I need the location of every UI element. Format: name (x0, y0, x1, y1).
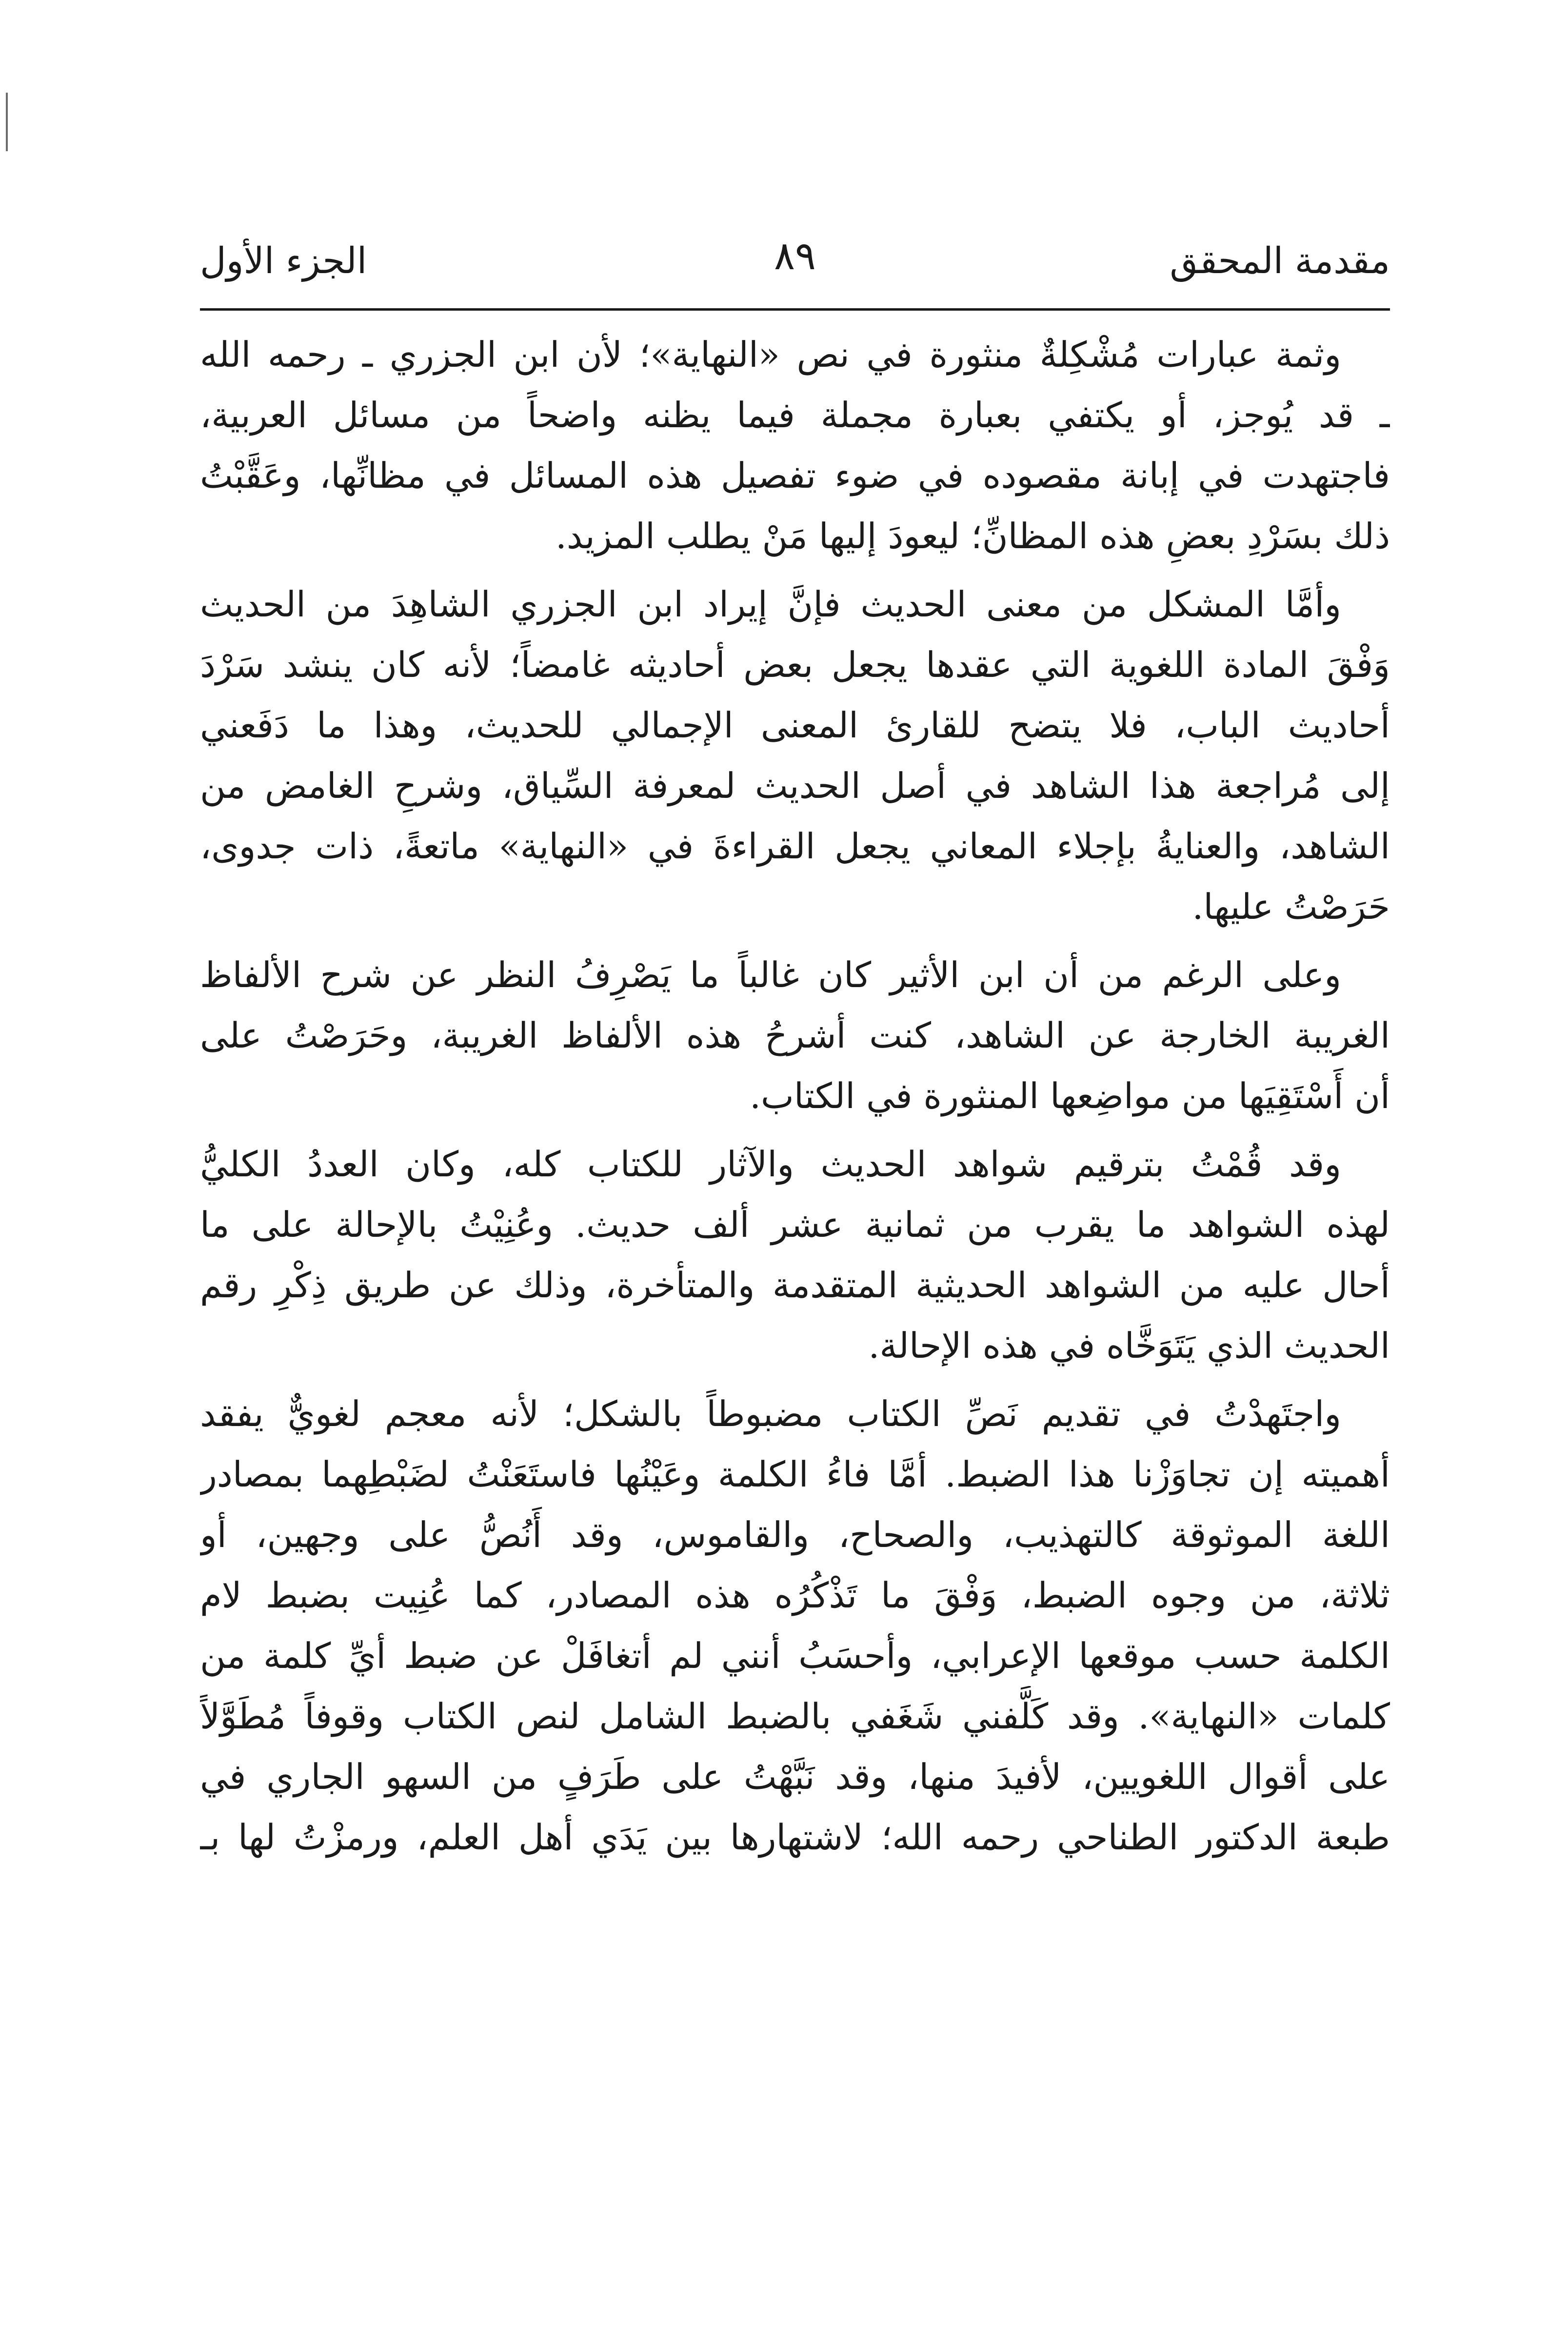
text-line: إلى مُراجعة هذا الشاهد في أصل الحديث لمعرفة السِّياق، وشرحِ الغامض من (200, 765, 1390, 806)
header-rule (200, 308, 1390, 311)
text-line: وَفْقَ المادة اللغوية التي عقدها يجعل بعض أحاديثه غامضاً؛ لأنه كان ينشد سَرْدَ (200, 644, 1390, 685)
text-line: على أقوال اللغويين، لأفيدَ منها، وقد نَبَّهْتُ على طَرَفٍ من السهو الجاري في (200, 1756, 1390, 1797)
text-line: واجتَهدْتُ في تقديم نَصِّ الكتاب مضبوطاً بالشكل؛ لأنه معجم لغويٌّ يفقد (200, 1393, 1341, 1434)
text-line: أن أَسْتَقِيَها من مواضِعها المنثورة في الكتاب. (750, 1075, 1390, 1116)
text-line: وعلى الرغم من أن ابن الأثير كان غالباً ما يَصْرِفُ النظر عن شرح الألفاظ (200, 954, 1341, 995)
paragraph (200, 945, 1390, 1126)
text-line: أحاديث الباب، فلا يتضح للقارئ المعنى الإجمالي للحديث، وهذا ما دَفَعني (200, 705, 1390, 746)
text-line: وقد قُمْتُ بترقيم شواهد الحديث والآثار للكتاب كله، وكان العددُ الكليُّ (200, 1144, 1341, 1185)
text-line: الشاهد، والعنايةُ بإجلاء المعاني يجعل القراءةَ في «النهاية» ماتعةً، ذات جدوى، (200, 826, 1390, 867)
text-line: الغريبة الخارجة عن الشاهد، كنت أشرحُ هذه الألفاظ الغريبة، وحَرَصْتُ على (200, 1015, 1390, 1056)
text-line: ثلاثة، من وجوه الضبط، وَفْقَ ما تَذْكُرُه هذه المصادر، كما عُنِيت بضبط لام (200, 1575, 1390, 1616)
text-line: طبعة الدكتور الطناحي رحمه الله؛ لاشتهارها بين يَدَي أهل العلم، ورمزْتُ لها بـ (200, 1817, 1390, 1858)
paragraph (200, 1384, 1390, 1867)
section-title: مقدمة المحقق (1170, 240, 1390, 282)
text-line: حَرَصْتُ عليها. (1192, 886, 1390, 927)
text-line: الحديث الذي يَتَوَخَّاه في هذه الإحالة. (868, 1325, 1390, 1366)
text-line: فاجتهدت في إبانة مقصوده في ضوء تفصيل هذه المسائل في مظانِّها، وعَقَّبْتُ (200, 455, 1390, 496)
scan-edge-mark (6, 93, 8, 151)
text-line: أهميته إن تجاوَزْنا هذا الضبط. أمَّا فاءُ الكلمة وعَيْنُها فاستَعَنْتُ لضَبْطِهما بمصادر (200, 1454, 1390, 1495)
paragraph (200, 574, 1390, 937)
volume-title: الجزء الأول (200, 240, 367, 282)
text-line: ذلك بسَرْدِ بعضِ هذه المظانِّ؛ ليعودَ إليها مَنْ يطلب المزيد. (556, 516, 1390, 556)
paragraph (200, 1134, 1390, 1376)
page-header (200, 229, 1390, 302)
text-line: اللغة الموثوقة كالتهذيب، والصحاح، والقاموس، وقد أَنُصُّ على وجهين، أو (200, 1514, 1390, 1555)
body-text (200, 324, 1390, 1875)
text-line: لهذه الشواهد ما يقرب من ثمانية عشر ألف حديث. وعُنِيْتُ بالإحالة على ما (200, 1204, 1390, 1245)
text-line: الكلمة حسب موقعها الإعرابي، وأحسَبُ أنني لم أتغافَلْ عن ضبط أيِّ كلمة من (200, 1635, 1390, 1676)
text-line: وثمة عبارات مُشْكِلةٌ منثورة في نص «النهاية»؛ لأن ابن الجزري ـ رحمه الله (200, 334, 1341, 375)
text-line: ـ قد يُوجز، أو يكتفي بعبارة مجملة فيما يظنه واضحاً من مسائل العربية، (200, 395, 1390, 436)
page-number: ٨٩ (774, 233, 816, 278)
text-line: وأمَّا المشكل من معنى الحديث فإنَّ إيراد ابن الجزري الشاهِدَ من الحديث (200, 584, 1341, 625)
text-line: كلمات «النهاية». وقد كَلَّفني شَغَفي بالضبط الشامل لنص الكتاب وقوفاً مُطَوَّلاً (200, 1696, 1390, 1737)
text-line: أحال عليه من الشواهد الحديثية المتقدمة والمتأخرة، وذلك عن طريق ذِكْرِ رقم (200, 1265, 1390, 1306)
paragraph (200, 324, 1390, 566)
